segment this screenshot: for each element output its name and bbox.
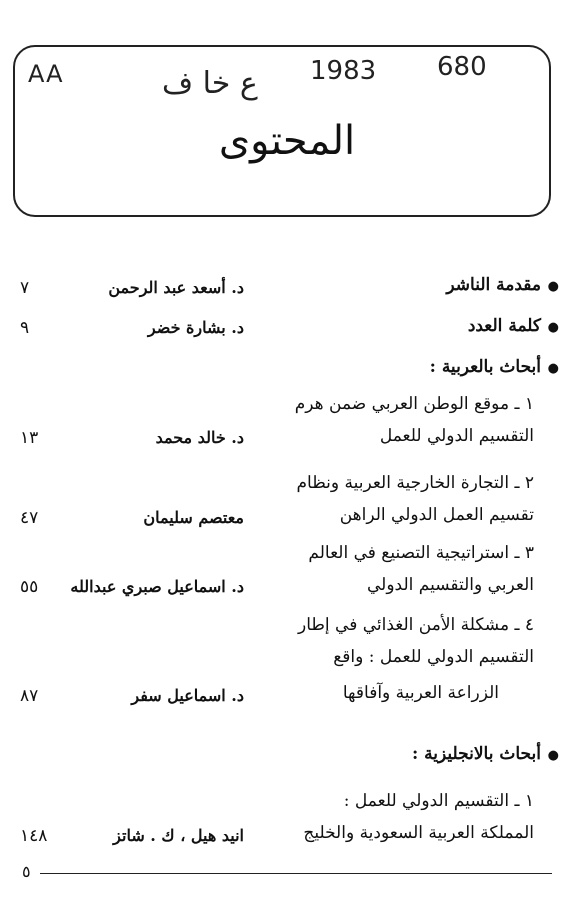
toc-item-line: ٢ ـ التجارة الخارجية العربية ونظام — [296, 473, 534, 493]
toc-entry-title: كلمة العدد — [467, 316, 541, 336]
bullet-icon: ● — [547, 320, 559, 335]
toc-item-author: معتصم سليمان — [143, 508, 244, 527]
handwritten-code: ع خا ف — [162, 66, 258, 101]
bullet-icon: ● — [547, 748, 559, 763]
toc-entry-page: ٩ — [20, 318, 30, 338]
toc-item-line: العربي والتقسيم الدولي — [366, 575, 534, 595]
toc-item-line: ٤ ـ مشكلة الأمن الغذائي في إطار — [297, 615, 534, 635]
section-heading-english: أبحاث بالانجليزية : — [411, 744, 541, 764]
toc-item-page: ٨٧ — [20, 686, 39, 706]
toc-item-page: ١٣ — [20, 428, 39, 448]
bullet-icon: ● — [547, 279, 559, 294]
bullet-icon: ● — [547, 361, 559, 376]
toc-entry-author: د. أسعد عبد الرحمن — [108, 278, 244, 297]
toc-item-line: تقسيم العمل الدولي الراهن — [339, 505, 534, 525]
toc-item-page: ٥٥ — [20, 577, 39, 597]
toc-item-author: د. اسماعيل سفر — [131, 686, 244, 705]
footer-page-number: ٥ — [22, 862, 31, 881]
toc-item-author: انيد هيل ، ك . شاتز — [113, 826, 244, 845]
toc-item-line: التقسيم الدولي للعمل : واقع — [333, 647, 534, 667]
toc-item-line: الزراعة العربية وآفاقها — [342, 683, 499, 703]
section-heading-arabic: أبحاث بالعربية : — [429, 357, 541, 377]
toc-item-page: ٤٧ — [20, 508, 39, 528]
toc-item-line: المملكة العربية السعودية والخليج — [303, 823, 534, 843]
toc-item-author: د. خالد محمد — [155, 428, 244, 447]
handwritten-number: 680 — [437, 52, 487, 82]
handwritten-year: 1983 — [310, 56, 377, 86]
toc-item-line: ٣ ـ استراتيجية التصنيع في العالم — [308, 543, 534, 563]
toc-item-line: ١ ـ التقسيم الدولي للعمل : — [343, 791, 534, 811]
toc-item-line: ١ ـ موقع الوطن العربي ضمن هرم — [294, 394, 534, 414]
toc-item-author: د. اسماعيل صبري عبدالله — [70, 577, 244, 596]
page-title: المحتوى — [218, 118, 356, 164]
toc-entry-page: ٧ — [20, 278, 30, 298]
toc-item-page: ١٤٨ — [20, 826, 48, 846]
toc-entry-author: د. بشارة خضر — [147, 318, 244, 337]
toc-entry-title: مقدمة الناشر — [446, 275, 541, 295]
toc-item-line: التقسيم الدولي للعمل — [379, 426, 534, 446]
handwritten-mark-left: AA — [28, 60, 64, 88]
footer-rule — [40, 873, 552, 874]
